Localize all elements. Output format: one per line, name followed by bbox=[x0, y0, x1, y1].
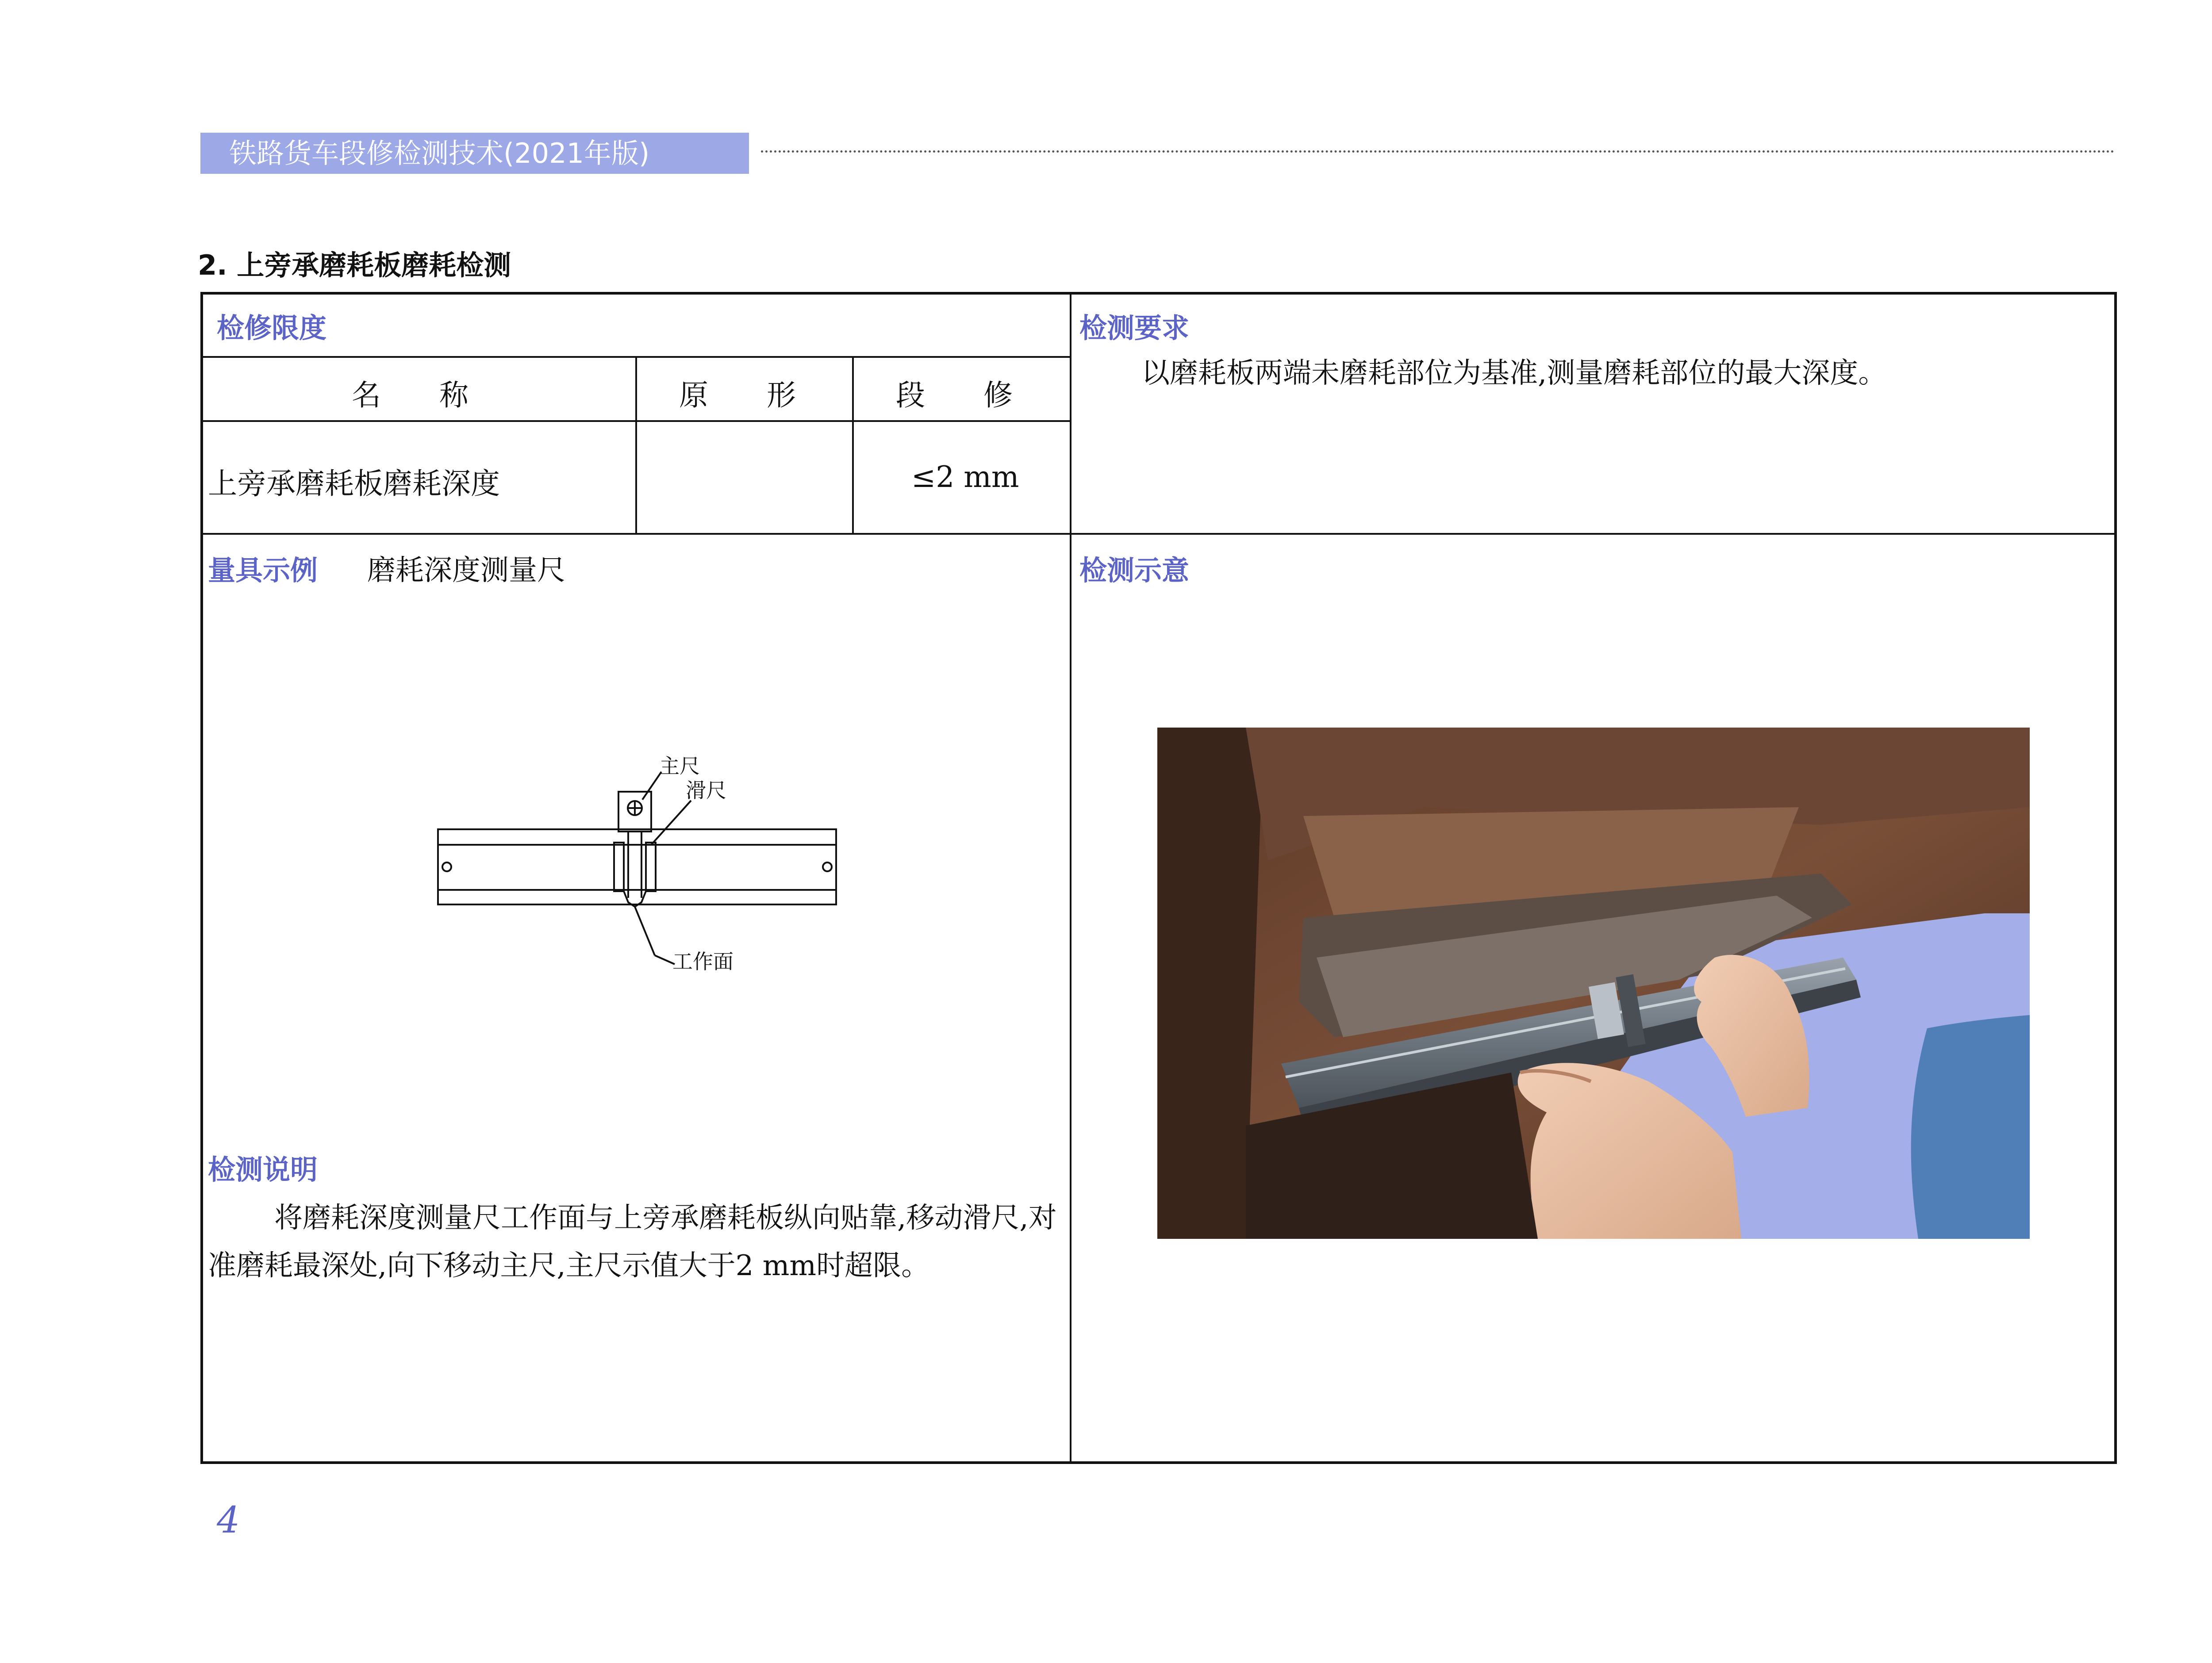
limits-col-divider-1 bbox=[635, 356, 637, 534]
gauge-tool-name: 磨耗深度测量尺 bbox=[367, 554, 565, 587]
diagram-heading: 检测示意 bbox=[1079, 554, 1190, 586]
row-item-name: 上旁承磨耗板磨耗深度 bbox=[208, 467, 500, 501]
middle-divider bbox=[200, 533, 2117, 535]
running-header: 铁路货车段修检测技术(2021年版) bbox=[200, 133, 749, 174]
inspection-photo bbox=[1157, 728, 2030, 1239]
center-divider bbox=[1070, 292, 1071, 1464]
row-depot-repair-value: ≤2 mm bbox=[911, 460, 1019, 494]
gauge-heading: 量具示例 bbox=[208, 554, 318, 586]
instructions-heading: 检测说明 bbox=[208, 1153, 318, 1186]
header-dotted-rule bbox=[761, 150, 2115, 153]
inspection-photo-illustration bbox=[1157, 728, 2030, 1239]
slide-right bbox=[646, 843, 656, 891]
wear-depth-gauge-diagram bbox=[420, 747, 854, 995]
slide-left bbox=[614, 843, 624, 891]
page-number: 4 bbox=[217, 1499, 240, 1541]
slide-ruler-label: 滑尺 bbox=[686, 778, 726, 802]
requirements-text: 以磨耗板两端未磨耗部位为基准,测量磨耗部位的最大深度。 bbox=[1141, 357, 1887, 390]
ruler-hole-right bbox=[823, 862, 832, 871]
column-header-name: 名 称 bbox=[352, 378, 469, 412]
section-title: 2. 上旁承磨耗板磨耗检测 bbox=[198, 249, 511, 281]
column-header-original: 原 形 bbox=[679, 378, 796, 412]
instructions-text: 将磨耗深度测量尺工作面与上旁承磨耗板纵向贴靠,移动滑尺,对准磨耗最深处,向下移动主尺,主尺示值大于2 mm时超限。 bbox=[208, 1202, 1057, 1282]
limits-heading: 检修限度 bbox=[217, 312, 327, 344]
working-face-label: 工作面 bbox=[672, 950, 733, 973]
requirements-heading: 检测要求 bbox=[1079, 312, 1190, 344]
main-ruler-label: 主尺 bbox=[659, 754, 700, 778]
column-header-depot-repair: 段 修 bbox=[896, 378, 1013, 412]
limits-col-divider-2 bbox=[852, 356, 854, 534]
ruler-hole-left bbox=[442, 862, 451, 871]
main-ruler-body bbox=[438, 829, 836, 904]
